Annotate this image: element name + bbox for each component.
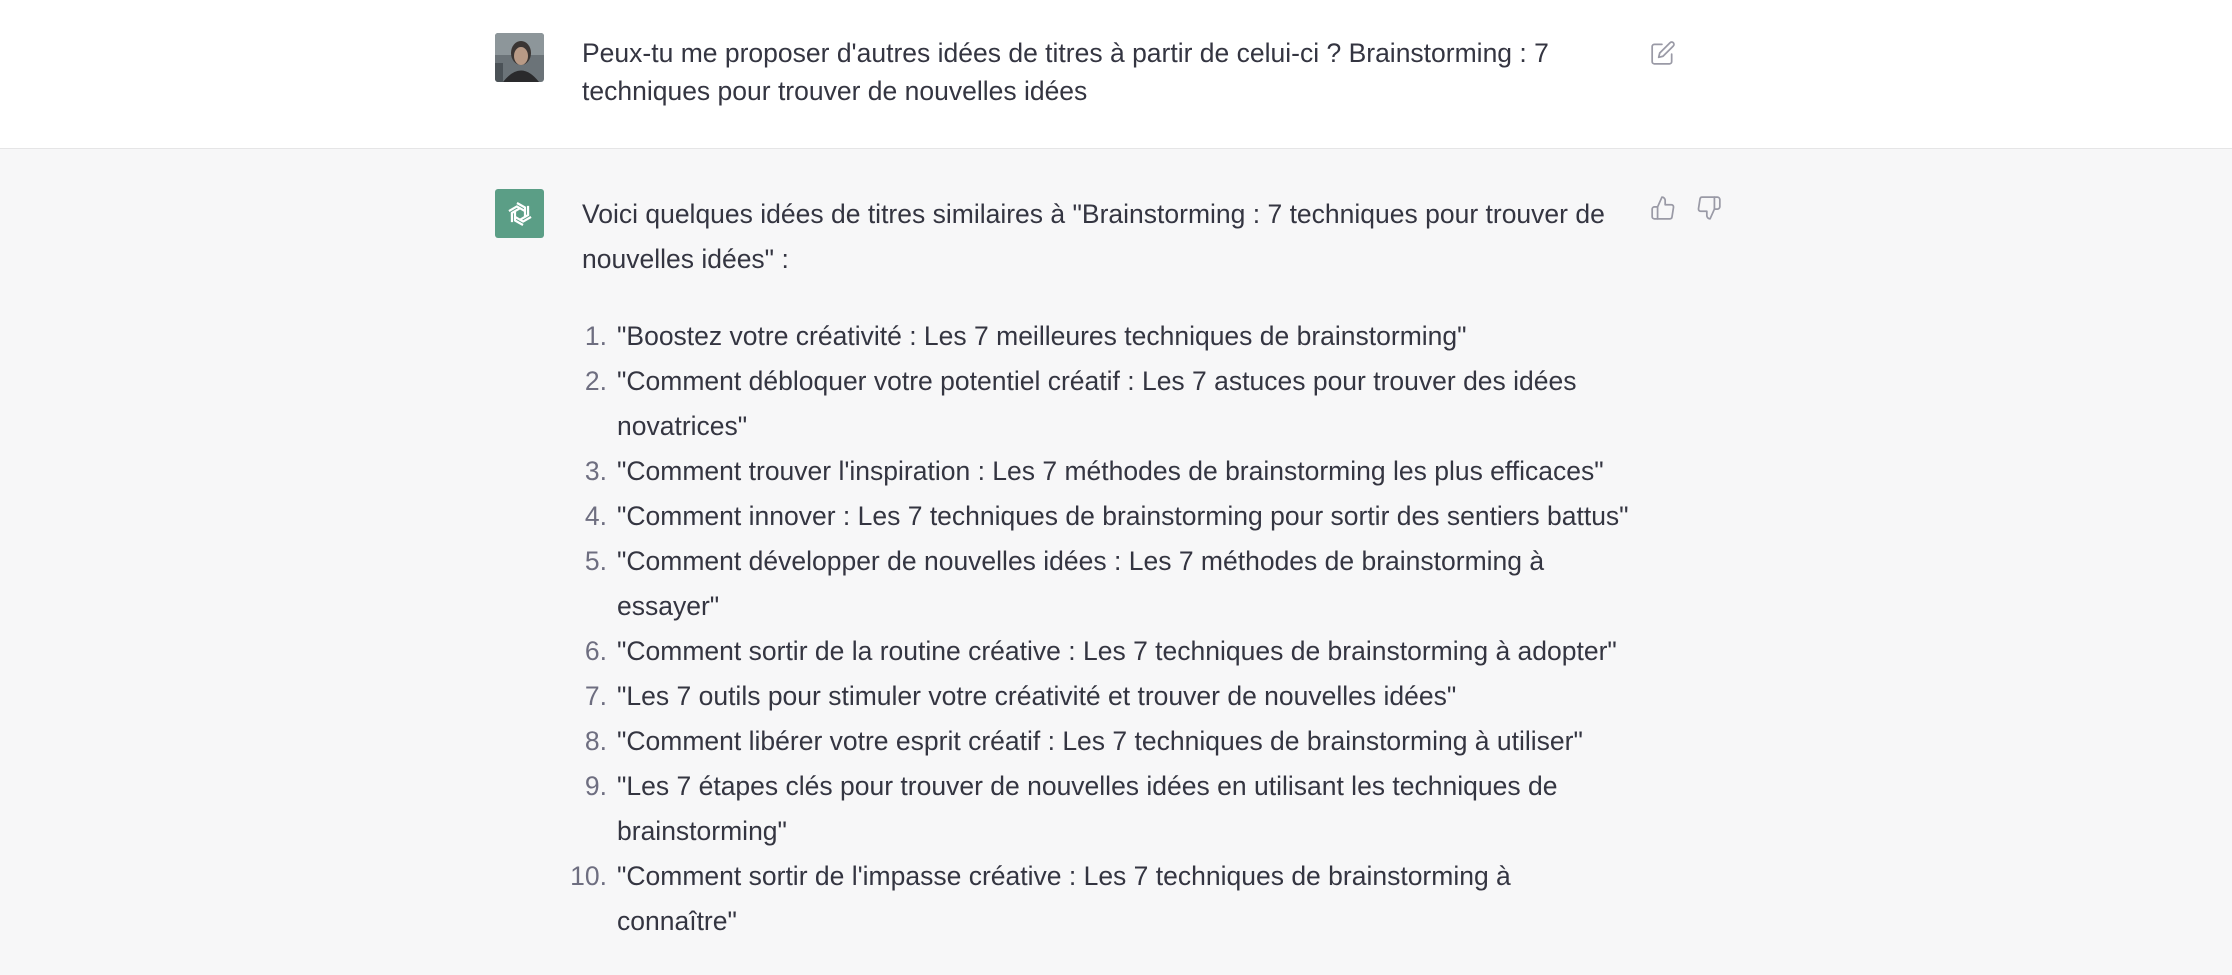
list-item: [582, 539, 1597, 629]
list-item: [582, 764, 1597, 854]
list-item: [582, 449, 1642, 494]
list-item: [582, 359, 1597, 449]
list-item-text: "Comment débloquer votre potentiel créatif : Les 7 astuces pour trouver des idées novatrices": [617, 366, 1577, 441]
list-item: [570, 854, 1597, 944]
list-item-text: "Comment sortir de l'impasse créative : Les 7 techniques de brainstorming à connaître": [617, 861, 1511, 936]
list-item: [582, 314, 1642, 359]
assistant-intro: Voici quelques idées de titres similaires à "Brainstorming : 7 techniques pour trouver de nouvelles idées" :: [582, 199, 1605, 274]
list-number: 6.: [584, 636, 607, 666]
thumbs-down-icon[interactable]: [1696, 195, 1722, 221]
list-item-text: "Comment innover : Les 7 techniques de brainstorming pour sortir des sentiers battus": [617, 501, 1629, 531]
assistant-message-row: [0, 149, 2232, 975]
thumbs-up-icon[interactable]: [1650, 195, 1676, 221]
list-number: 8.: [584, 726, 607, 756]
list-item-text: "Les 7 étapes clés pour trouver de nouvelles idées en utilisant les techniques de brainstorming": [617, 771, 1558, 846]
list-item: [582, 719, 1642, 764]
user-avatar: [495, 33, 544, 82]
list-item-text: "Les 7 outils pour stimuler votre créativité et trouver de nouvelles idées": [617, 681, 1457, 711]
list-item-text: "Comment développer de nouvelles idées : Les 7 méthodes de brainstorming à essayer": [617, 546, 1545, 621]
list-number: 3.: [584, 456, 607, 486]
list-number: 4.: [584, 501, 607, 531]
list-item: [582, 629, 1642, 674]
list-number: 1.: [584, 321, 607, 351]
assistant-answer: [570, 192, 1642, 944]
list-item-text: "Boostez votre créativité : Les 7 meilleures techniques de brainstorming": [617, 321, 1467, 351]
list-number: 10.: [570, 861, 607, 891]
list-item-text: "Comment sortir de la routine créative : Les 7 techniques de brainstorming à adopter": [617, 636, 1617, 666]
user-message-text: Peux-tu me proposer d'autres idées de titres à partir de celui-ci ? Brainstorming : 7 techniques pour trouver de nouvelles idées: [582, 38, 1549, 106]
list-item-text: "Comment trouver l'inspiration : Les 7 méthodes de brainstorming les plus efficaces": [617, 456, 1604, 486]
openai-logo-icon: [503, 197, 537, 231]
list-item-text: "Comment libérer votre esprit créatif : Les 7 techniques de brainstorming à utiliser": [617, 726, 1583, 756]
assistant-avatar: [495, 189, 544, 238]
title-list: [570, 314, 1642, 944]
list-number: 9.: [584, 771, 607, 801]
list-number: 7.: [584, 681, 607, 711]
user-message-row: [0, 0, 2232, 149]
edit-icon[interactable]: [1650, 40, 1676, 66]
list-item: [582, 674, 1642, 719]
user-photo-icon: [495, 33, 544, 82]
list-number: 5.: [584, 546, 607, 576]
list-item: [582, 494, 1642, 539]
list-number: 2.: [584, 366, 607, 396]
